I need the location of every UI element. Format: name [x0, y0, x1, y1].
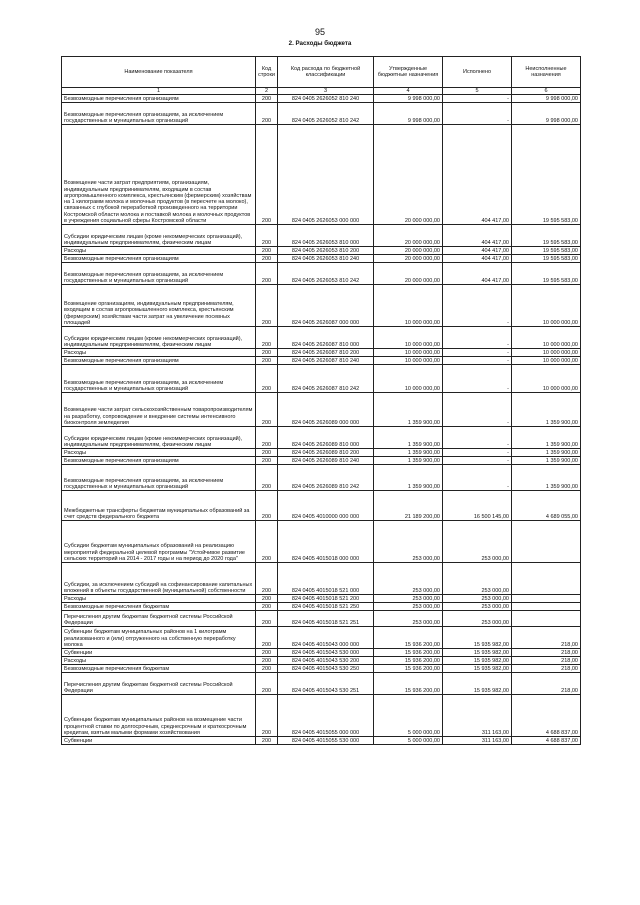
- row-line-code-cell: 200: [256, 327, 278, 349]
- row-remaining-cell: [512, 595, 581, 603]
- table-row: [62, 595, 581, 603]
- row-name-cell: Расходы: [62, 349, 256, 357]
- table-row: [62, 657, 581, 665]
- column-number: 2: [256, 88, 278, 95]
- row-line-code-cell: 200: [256, 521, 278, 563]
- row-line-code-cell: 200: [256, 225, 278, 247]
- row-name-cell: Расходы: [62, 595, 256, 603]
- row-executed-cell: -: [443, 95, 512, 103]
- row-executed-cell: 253 000,00: [443, 595, 512, 603]
- row-remaining-cell: 1 359 900,00: [512, 457, 581, 465]
- row-remaining-cell: 1 359 900,00: [512, 427, 581, 449]
- header-remaining: Неисполненные назначения: [512, 57, 581, 88]
- row-name-cell: Безвозмездные перечисления организациям: [62, 255, 256, 263]
- row-name-cell: Безвозмездные перечисления организациям, за исключением государственных и муниципальных организаций: [62, 103, 256, 125]
- row-name-cell: Субсидии юридическим лицам (кроме некоммерческих организаций), индивидуальным предпринимателям, физическим лицам: [62, 427, 256, 449]
- table-row: [62, 365, 581, 393]
- table-row: [62, 491, 581, 521]
- header-executed: Исполнено: [443, 57, 512, 88]
- row-remaining-cell: 10 000 000,00: [512, 357, 581, 365]
- row-approved-cell: 10 000 000,00: [374, 327, 443, 349]
- row-executed-cell: 253 000,00: [443, 603, 512, 611]
- row-name-cell: Субсидии бюджетам муниципальных образований на реализацию мероприятий федеральной целевой программы "Устойчивое развитие сельских территорий на 2014 - 2017 годы и на период до 2020 года": [62, 521, 256, 563]
- row-approved-cell: 253 000,00: [374, 595, 443, 603]
- row-line-code-cell: 200: [256, 665, 278, 673]
- row-remaining-cell: 218,00: [512, 657, 581, 665]
- row-approved-cell: 10 000 000,00: [374, 357, 443, 365]
- row-name-cell: Субсидии юридическим лицам (кроме некоммерческих организаций), индивидуальным предпринимателям, физическим лицам: [62, 225, 256, 247]
- row-line-code-cell: 200: [256, 393, 278, 427]
- table-row: [62, 327, 581, 349]
- row-approved-cell: 253 000,00: [374, 521, 443, 563]
- row-remaining-cell: [512, 611, 581, 627]
- row-budget-code-cell: 824 0405 2626087 000 000: [278, 285, 374, 327]
- row-name-cell: Расходы: [62, 657, 256, 665]
- table-row: [62, 255, 581, 263]
- row-executed-cell: 404 417,00: [443, 263, 512, 285]
- row-approved-cell: 253 000,00: [374, 563, 443, 595]
- row-budget-code-cell: 824 0405 2626053 810 242: [278, 263, 374, 285]
- row-budget-code-cell: 824 0405 4015055 530 000: [278, 737, 374, 745]
- table-row: [62, 225, 581, 247]
- row-budget-code-cell: 824 0405 2626089 810 200: [278, 449, 374, 457]
- row-line-code-cell: 200: [256, 95, 278, 103]
- row-approved-cell: 20 000 000,00: [374, 255, 443, 263]
- table-row: [62, 521, 581, 563]
- row-line-code-cell: 200: [256, 285, 278, 327]
- row-line-code-cell: 200: [256, 357, 278, 365]
- row-line-code-cell: 200: [256, 491, 278, 521]
- row-executed-cell: -: [443, 465, 512, 491]
- row-budget-code-cell: 824 0405 2626089 000 000: [278, 393, 374, 427]
- row-name-cell: Безвозмездные перечисления бюджетам: [62, 665, 256, 673]
- row-approved-cell: 20 000 000,00: [374, 263, 443, 285]
- row-executed-cell: -: [443, 349, 512, 357]
- row-line-code-cell: 200: [256, 255, 278, 263]
- row-name-cell: Субвенции бюджетам муниципальных районов на возмещение части процентной ставки по долгосрочным, среднесрочным и краткосрочным кредитам, взятым малыми формами хозяйствования: [62, 695, 256, 737]
- row-approved-cell: 5 000 000,00: [374, 695, 443, 737]
- table-row: [62, 263, 581, 285]
- row-name-cell: Безвозмездные перечисления организациям, за исключением государственных и муниципальных организаций: [62, 263, 256, 285]
- row-remaining-cell: 4 689 055,00: [512, 491, 581, 521]
- row-line-code-cell: 200: [256, 103, 278, 125]
- row-approved-cell: 253 000,00: [374, 611, 443, 627]
- row-approved-cell: 10 000 000,00: [374, 349, 443, 357]
- row-executed-cell: 311 163,00: [443, 737, 512, 745]
- table-row: [62, 737, 581, 745]
- row-budget-code-cell: 824 0405 2626053 000 000: [278, 125, 374, 225]
- row-executed-cell: 15 935 982,00: [443, 673, 512, 695]
- expenses-table: [61, 56, 581, 745]
- row-budget-code-cell: 824 0405 4015018 521 200: [278, 595, 374, 603]
- row-name-cell: Субсидии, за исключением субсидий на софинансирование капитальных вложений в объекты государственной (муниципальной) собственности: [62, 563, 256, 595]
- table-row: [62, 603, 581, 611]
- row-line-code-cell: 200: [256, 449, 278, 457]
- row-approved-cell: 15 936 200,00: [374, 665, 443, 673]
- row-budget-code-cell: 824 0405 4015018 521 000: [278, 563, 374, 595]
- row-name-cell: Расходы: [62, 449, 256, 457]
- row-line-code-cell: 200: [256, 247, 278, 255]
- row-line-code-cell: 200: [256, 465, 278, 491]
- row-executed-cell: 16 500 145,00: [443, 491, 512, 521]
- row-approved-cell: 1 359 900,00: [374, 465, 443, 491]
- column-number: 6: [512, 88, 581, 95]
- row-name-cell: Перечисления другим бюджетам бюджетной системы Российской Федерации: [62, 611, 256, 627]
- row-budget-code-cell: 824 0405 4015043 000 000: [278, 627, 374, 649]
- row-budget-code-cell: 824 0405 2626053 810 240: [278, 255, 374, 263]
- row-remaining-cell: [512, 563, 581, 595]
- row-remaining-cell: 4 688 837,00: [512, 737, 581, 745]
- row-budget-code-cell: 824 0405 4015043 530 251: [278, 673, 374, 695]
- row-name-cell: Безвозмездные перечисления бюджетам: [62, 603, 256, 611]
- row-budget-code-cell: 824 0405 4010000 000 000: [278, 491, 374, 521]
- section-title: 2. Расходы бюджета: [288, 40, 352, 47]
- table-row: [62, 673, 581, 695]
- table-row: [62, 357, 581, 365]
- row-budget-code-cell: 824 0405 2626052 810 242: [278, 103, 374, 125]
- column-number: 3: [278, 88, 374, 95]
- row-remaining-cell: 10 000 000,00: [512, 365, 581, 393]
- row-executed-cell: 404 417,00: [443, 247, 512, 255]
- row-remaining-cell: 218,00: [512, 649, 581, 657]
- row-executed-cell: 15 935 982,00: [443, 657, 512, 665]
- row-remaining-cell: 19 595 583,00: [512, 225, 581, 247]
- row-line-code-cell: 200: [256, 657, 278, 665]
- row-budget-code-cell: 824 0405 2626087 810 200: [278, 349, 374, 357]
- row-executed-cell: -: [443, 285, 512, 327]
- row-remaining-cell: 1 359 900,00: [512, 449, 581, 457]
- table-row: [62, 427, 581, 449]
- table-row: [62, 563, 581, 595]
- row-name-cell: Субвенции: [62, 737, 256, 745]
- row-executed-cell: -: [443, 103, 512, 125]
- row-name-cell: Расходы: [62, 247, 256, 255]
- row-budget-code-cell: 824 0405 4015043 530 200: [278, 657, 374, 665]
- row-executed-cell: 253 000,00: [443, 611, 512, 627]
- row-remaining-cell: 10 000 000,00: [512, 349, 581, 357]
- row-line-code-cell: 200: [256, 673, 278, 695]
- row-line-code-cell: 200: [256, 125, 278, 225]
- row-name-cell: Возмещение организациям, индивидуальным предпринимателям, входящим в состав агропромышленного комплекса, крестьянским (фермерским) хозяйствам части затрат на увеличение посевных площадей: [62, 285, 256, 327]
- row-budget-code-cell: 824 0405 4015018 521 251: [278, 611, 374, 627]
- row-remaining-cell: 1 359 900,00: [512, 465, 581, 491]
- row-executed-cell: 404 417,00: [443, 225, 512, 247]
- row-budget-code-cell: 824 0405 4015018 000 000: [278, 521, 374, 563]
- row-budget-code-cell: 824 0405 2626053 810 000: [278, 225, 374, 247]
- row-budget-code-cell: 824 0405 2626087 810 240: [278, 357, 374, 365]
- table-row: [62, 627, 581, 649]
- row-line-code-cell: 200: [256, 263, 278, 285]
- row-line-code-cell: 200: [256, 737, 278, 745]
- table-row: [62, 95, 581, 103]
- row-approved-cell: 15 936 200,00: [374, 627, 443, 649]
- row-approved-cell: 21 189 200,00: [374, 491, 443, 521]
- row-executed-cell: 253 000,00: [443, 563, 512, 595]
- row-remaining-cell: 19 595 583,00: [512, 247, 581, 255]
- row-executed-cell: 15 935 982,00: [443, 649, 512, 657]
- row-approved-cell: 15 936 200,00: [374, 649, 443, 657]
- row-remaining-cell: 19 595 583,00: [512, 263, 581, 285]
- page-number: 95: [314, 27, 325, 37]
- row-approved-cell: 15 936 200,00: [374, 657, 443, 665]
- row-line-code-cell: 200: [256, 349, 278, 357]
- row-remaining-cell: [512, 603, 581, 611]
- row-name-cell: Безвозмездные перечисления организациям, за исключением государственных и муниципальных организаций: [62, 465, 256, 491]
- row-approved-cell: 5 000 000,00: [374, 737, 443, 745]
- row-budget-code-cell: 824 0405 2626089 810 000: [278, 427, 374, 449]
- row-budget-code-cell: 824 0405 2626087 810 000: [278, 327, 374, 349]
- row-remaining-cell: 19 595 583,00: [512, 125, 581, 225]
- table-row: [62, 695, 581, 737]
- row-remaining-cell: [512, 521, 581, 563]
- row-approved-cell: 20 000 000,00: [374, 247, 443, 255]
- row-name-cell: Межбюджетные трансферты бюджетам муниципальных образований за счет средств федерального бюджета: [62, 491, 256, 521]
- row-executed-cell: -: [443, 393, 512, 427]
- table-row: [62, 449, 581, 457]
- row-name-cell: Безвозмездные перечисления организациям: [62, 357, 256, 365]
- row-remaining-cell: 19 595 583,00: [512, 255, 581, 263]
- row-name-cell: Возмещение части затрат сельскохозяйственным товаропроизводителям на разработку, сопровождение и внедрение системы интенсивного биоконтроля земледелия: [62, 393, 256, 427]
- table-header-row: [62, 57, 581, 88]
- row-line-code-cell: 200: [256, 427, 278, 449]
- row-executed-cell: -: [443, 427, 512, 449]
- row-executed-cell: 404 417,00: [443, 125, 512, 225]
- row-approved-cell: 20 000 000,00: [374, 125, 443, 225]
- row-name-cell: Возмещение части затрат предприятиям, организациям, индивидуальным предпринимателям, входящим в состав агропромышленного комплекса, крестьянским (фермерским) хозяйствам на 1 килограмм молока и молочных продуктов (в пересчете на молоко), связанных с глубокой переработкой произведенного на территории Костромской области молока и поставкой молока и молочных продуктов в учреждения социальной сферы Костромской области: [62, 125, 256, 225]
- row-executed-cell: -: [443, 457, 512, 465]
- column-number: 4: [374, 88, 443, 95]
- row-name-cell: Перечисления другим бюджетам бюджетной системы Российской Федерации: [62, 673, 256, 695]
- row-executed-cell: -: [443, 357, 512, 365]
- table-row: [62, 465, 581, 491]
- table-row: [62, 247, 581, 255]
- row-approved-cell: 1 359 900,00: [374, 393, 443, 427]
- row-budget-code-cell: 824 0405 4015055 000 000: [278, 695, 374, 737]
- column-number: 1: [62, 88, 256, 95]
- row-remaining-cell: 9 998 000,00: [512, 95, 581, 103]
- row-remaining-cell: 9 998 000,00: [512, 103, 581, 125]
- table-row: [62, 103, 581, 125]
- row-remaining-cell: 1 359 900,00: [512, 393, 581, 427]
- row-approved-cell: 9 998 000,00: [374, 95, 443, 103]
- column-number-row: [62, 88, 581, 95]
- row-approved-cell: 1 359 900,00: [374, 449, 443, 457]
- table-row: [62, 393, 581, 427]
- header-budget-code: Код расхода по бюджетной классификации: [278, 57, 374, 88]
- row-executed-cell: -: [443, 449, 512, 457]
- row-budget-code-cell: 824 0405 4015043 530 000: [278, 649, 374, 657]
- row-remaining-cell: 10 000 000,00: [512, 285, 581, 327]
- table-row: [62, 285, 581, 327]
- row-line-code-cell: 200: [256, 595, 278, 603]
- header-indicator-name: Наименование показателя: [62, 57, 256, 88]
- row-executed-cell: -: [443, 327, 512, 349]
- row-budget-code-cell: 824 0405 4015018 521 250: [278, 603, 374, 611]
- row-budget-code-cell: 824 0405 2626089 810 240: [278, 457, 374, 465]
- row-budget-code-cell: 824 0405 4015043 530 250: [278, 665, 374, 673]
- column-number: 5: [443, 88, 512, 95]
- row-name-cell: Субсидии юридическим лицам (кроме некоммерческих организаций), индивидуальным предпринимателям, физическим лицам: [62, 327, 256, 349]
- row-name-cell: Субвенции: [62, 649, 256, 657]
- row-executed-cell: 15 935 982,00: [443, 627, 512, 649]
- row-line-code-cell: 200: [256, 627, 278, 649]
- row-remaining-cell: 218,00: [512, 665, 581, 673]
- row-remaining-cell: 218,00: [512, 627, 581, 649]
- table-row: [62, 349, 581, 357]
- row-approved-cell: 9 998 000,00: [374, 103, 443, 125]
- row-line-code-cell: 200: [256, 611, 278, 627]
- row-executed-cell: 253 000,00: [443, 521, 512, 563]
- row-remaining-cell: 4 688 837,00: [512, 695, 581, 737]
- row-remaining-cell: 218,00: [512, 673, 581, 695]
- table-row: [62, 457, 581, 465]
- row-line-code-cell: 200: [256, 695, 278, 737]
- table-row: [62, 665, 581, 673]
- row-name-cell: Безвозмездные перечисления организациям: [62, 457, 256, 465]
- row-line-code-cell: 200: [256, 457, 278, 465]
- row-remaining-cell: 10 000 000,00: [512, 327, 581, 349]
- header-line-code: Код строки: [256, 57, 278, 88]
- row-approved-cell: 20 000 000,00: [374, 225, 443, 247]
- row-approved-cell: 15 936 200,00: [374, 673, 443, 695]
- row-name-cell: Безвозмездные перечисления организациям: [62, 95, 256, 103]
- row-budget-code-cell: 824 0405 2626089 810 242: [278, 465, 374, 491]
- row-budget-code-cell: 824 0405 2626087 810 242: [278, 365, 374, 393]
- table-row: [62, 125, 581, 225]
- row-approved-cell: 10 000 000,00: [374, 285, 443, 327]
- row-line-code-cell: 200: [256, 365, 278, 393]
- table-row: [62, 611, 581, 627]
- row-executed-cell: 15 935 982,00: [443, 665, 512, 673]
- row-name-cell: Безвозмездные перечисления организациям, за исключением государственных и муниципальных организаций: [62, 365, 256, 393]
- header-approved: Утвержденные бюджетные назначения: [374, 57, 443, 88]
- row-line-code-cell: 200: [256, 649, 278, 657]
- row-executed-cell: 404 417,00: [443, 255, 512, 263]
- row-approved-cell: 1 359 900,00: [374, 457, 443, 465]
- row-budget-code-cell: 824 0405 2626052 810 240: [278, 95, 374, 103]
- row-line-code-cell: 200: [256, 563, 278, 595]
- row-approved-cell: 10 000 000,00: [374, 365, 443, 393]
- row-approved-cell: 253 000,00: [374, 603, 443, 611]
- row-name-cell: Субвенции бюджетам муниципальных районов на 1 килограмм реализованного и (или) отгруженного на собственную переработку молока: [62, 627, 256, 649]
- row-executed-cell: -: [443, 365, 512, 393]
- row-executed-cell: 311 163,00: [443, 695, 512, 737]
- row-line-code-cell: 200: [256, 603, 278, 611]
- row-approved-cell: 1 359 900,00: [374, 427, 443, 449]
- table-row: [62, 649, 581, 657]
- row-budget-code-cell: 824 0405 2626053 810 200: [278, 247, 374, 255]
